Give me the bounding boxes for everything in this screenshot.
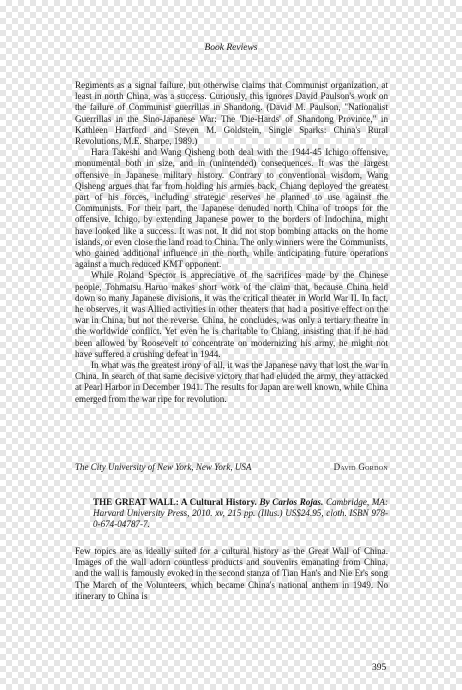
- paragraph: Hara Takeshi and Wang Qisheng both deal with the 1944-45 Ichigo offensive, monumental both in size, and in (unintended) consequences. It was the largest offensive in Japanese military history. Contrary to conventional wisdom, Wang Qisheng argues that far from holding his armies back, Chiang deployed the greatest part of his forces, including strategic reserves he planned to use against the Communists. For their part, the Japanese denuded north China of troops for the offensive. Ichigo, by extending Japanese power to the borders of Indochina, might have looked like a success. It was not. It did not stop bombing attacks on the home islands, or even close the land road to China. The only winners were the Communists, who gained additional influence in the north, while anticipating future operations against a much reduced KMT opponent.: [75, 147, 388, 270]
- reviewer-signature: [75, 462, 388, 472]
- paragraph: Regiments as a signal failure, but otherwise claims that Communist organization, at least in north China, was a success. Curiously, this ignores David Paulson's work on the failure of Communist guerrillas in Shandong. (David M. Paulson, "Nationalist Guerrillas in the Sino-Japanese War: The 'Die-Hards' of Shandong Province," in Kathleen Hartford and Steven M. Goldstein, Single Sparks: China's Rural Revolutions, M.E. Sharpe, 1989.): [75, 80, 388, 147]
- paragraph: Few topics are as ideally suited for a cultural history as the Great Wall of China. Images of the wall adorn countless products and souvenirs emanating from China, and the wall is famously evoked in the second stanza of Tian Han's and Nie Er's song The March of the Volunteers, which became China's national anthem in 1949. No itinerary to China is: [75, 546, 388, 601]
- book-title: THE GREAT WALL: A Cultural History.: [93, 497, 257, 507]
- review-body-2: [75, 546, 388, 602]
- page-number: 395: [372, 663, 387, 673]
- book-details: Cambridge, MA: Harvard University Press, 2010. xv, 215 pp. (Illus.) US$24.95, cloth. ISBN 978-0-674-04787-7.: [93, 497, 388, 530]
- reviewer-name: David Gordon: [333, 462, 388, 472]
- review-body: [75, 80, 388, 405]
- reviewer-affiliation: The City University of New York, New York, USA: [75, 462, 252, 472]
- paragraph: In what was the greatest irony of all, it was the Japanese navy that lost the war in China. In search of that same decisive victory that had eluded the army, they attacked at Pearl Harbor in December 1941. The results for Japan are well known, while China emerged from the war ripe for revolution.: [75, 360, 388, 404]
- book-citation: [93, 497, 388, 531]
- paragraph: While Roland Spector is appreciative of the sacrifices made by the Chinese people, Tohmatsu Haruo makes short work of the claim that, because China held down so many Japanese divisions, it was the critical theater in World War II. In fact, he observes, it was Allied activities in other theaters that had a positive effect on the war in China, but not the reverse. China, he concludes, was only a tertiary theatre in the worldwide conflict. Yet even he is charitable to Chiang, insisting that if he had been allowed by Roosevelt to concentrate on modernizing his army, he might not have suffered a crushing defeat in 1944.: [75, 270, 388, 359]
- book-author: By Carlos Rojas.: [259, 497, 324, 507]
- running-header: Book Reviews: [204, 43, 258, 53]
